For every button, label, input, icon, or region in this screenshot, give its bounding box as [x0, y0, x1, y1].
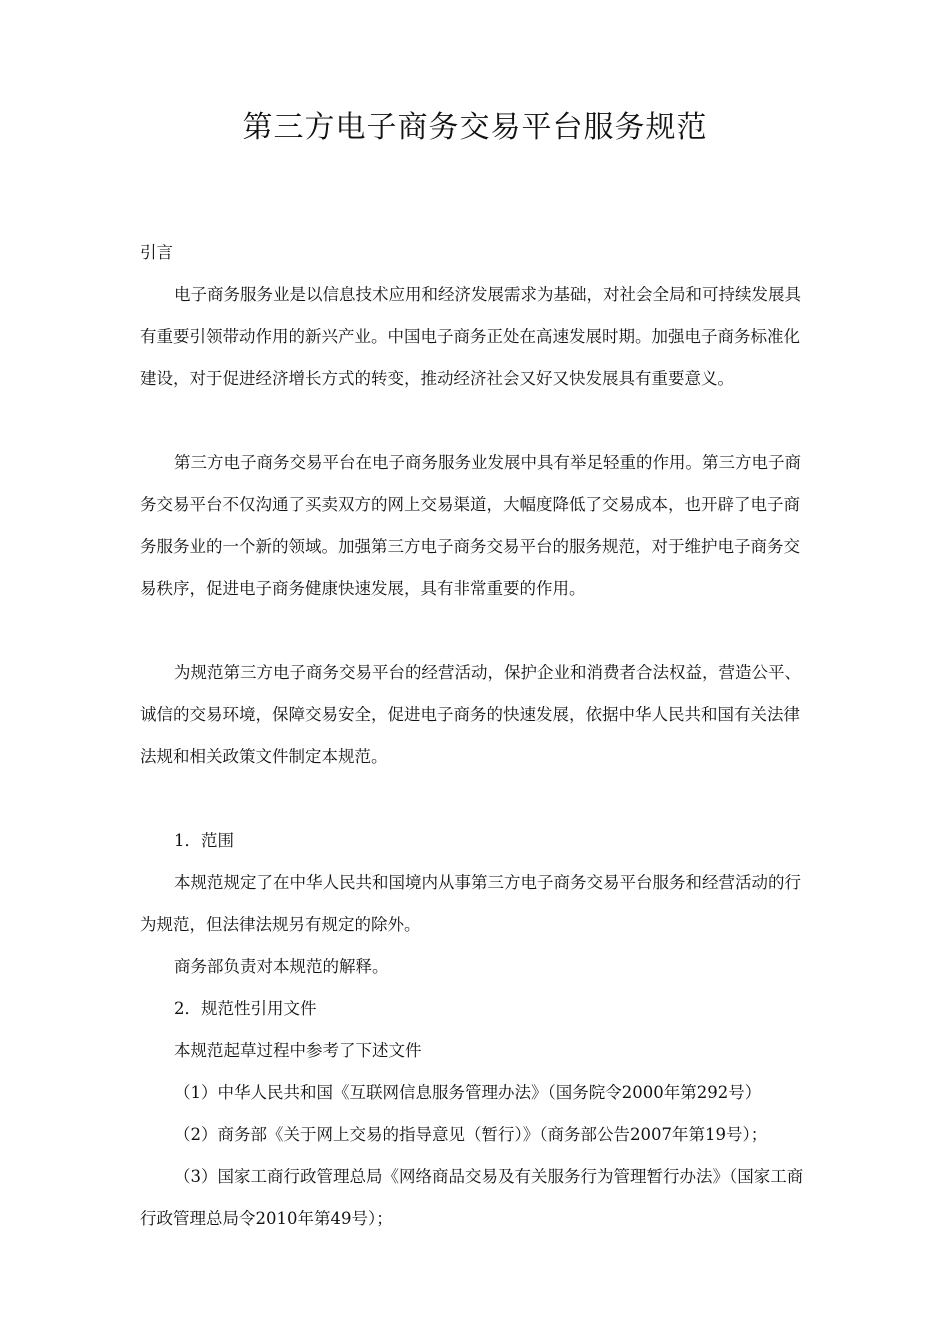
intro-paragraph-1: 电子商务服务业是以信息技术应用和经济发展需求为基础，对社会全局和可持续发展具有重要引领带动作用的新兴产业。中国电子商务正处在高速发展时期。加强电子商务标准化建设，对于促进经济增长方式的转变，推动经济社会又好又快发展具有重要意义。: [140, 285, 801, 388]
document-title: 第三方电子商务交易平台服务规范: [242, 110, 708, 145]
section-1-paragraph-1: 本规范规定了在中华人民共和国境内从事第三方电子商务交易平台服务和经营活动的行为规范，但法律法规另有规定的除外。: [140, 873, 801, 934]
reference-item-2: （2）商务部《关于网上交易的指导意见（暂行）》（商务部公告2007年第19号）；: [174, 1125, 768, 1144]
section-1-heading: 1．范围: [174, 831, 234, 850]
paragraph-spacer: [140, 400, 810, 442]
intro-heading: 引言: [140, 243, 173, 262]
reference-item-1: （1）中华人民共和国《互联网信息服务管理办法》（国务院令2000年第292号）: [174, 1083, 762, 1102]
paragraph-spacer: [140, 610, 810, 652]
section-2-paragraph-1: 本规范起草过程中参考了下述文件: [174, 1041, 422, 1060]
reference-item-3: （3）国家工商行政管理总局《网络商品交易及有关服务行为管理暂行办法》（国家工商行政管理总局令2010年第49号）；: [140, 1167, 804, 1228]
section-2-heading: 2．规范性引用文件: [174, 999, 317, 1018]
document-body: [140, 232, 810, 1240]
paragraph-spacer: [140, 778, 810, 820]
intro-paragraph-2: 第三方电子商务交易平台在电子商务服务业发展中具有举足轻重的作用。第三方电子商务交易平台不仅沟通了买卖双方的网上交易渠道，大幅度降低了交易成本，也开辟了电子商务服务业的一个新的领域。加强第三方电子商务交易平台的服务规范，对于维护电子商务交易秩序，促进电子商务健康快速发展，具有非常重要的作用。: [140, 453, 801, 598]
intro-paragraph-3: 为规范第三方电子商务交易平台的经营活动，保护企业和消费者合法权益，营造公平、诚信的交易环境，保障交易安全，促进电子商务的快速发展，依据中华人民共和国有关法律法规和相关政策文件制定本规范。: [140, 663, 801, 766]
section-1-paragraph-2: 商务部负责对本规范的解释。: [174, 957, 389, 976]
